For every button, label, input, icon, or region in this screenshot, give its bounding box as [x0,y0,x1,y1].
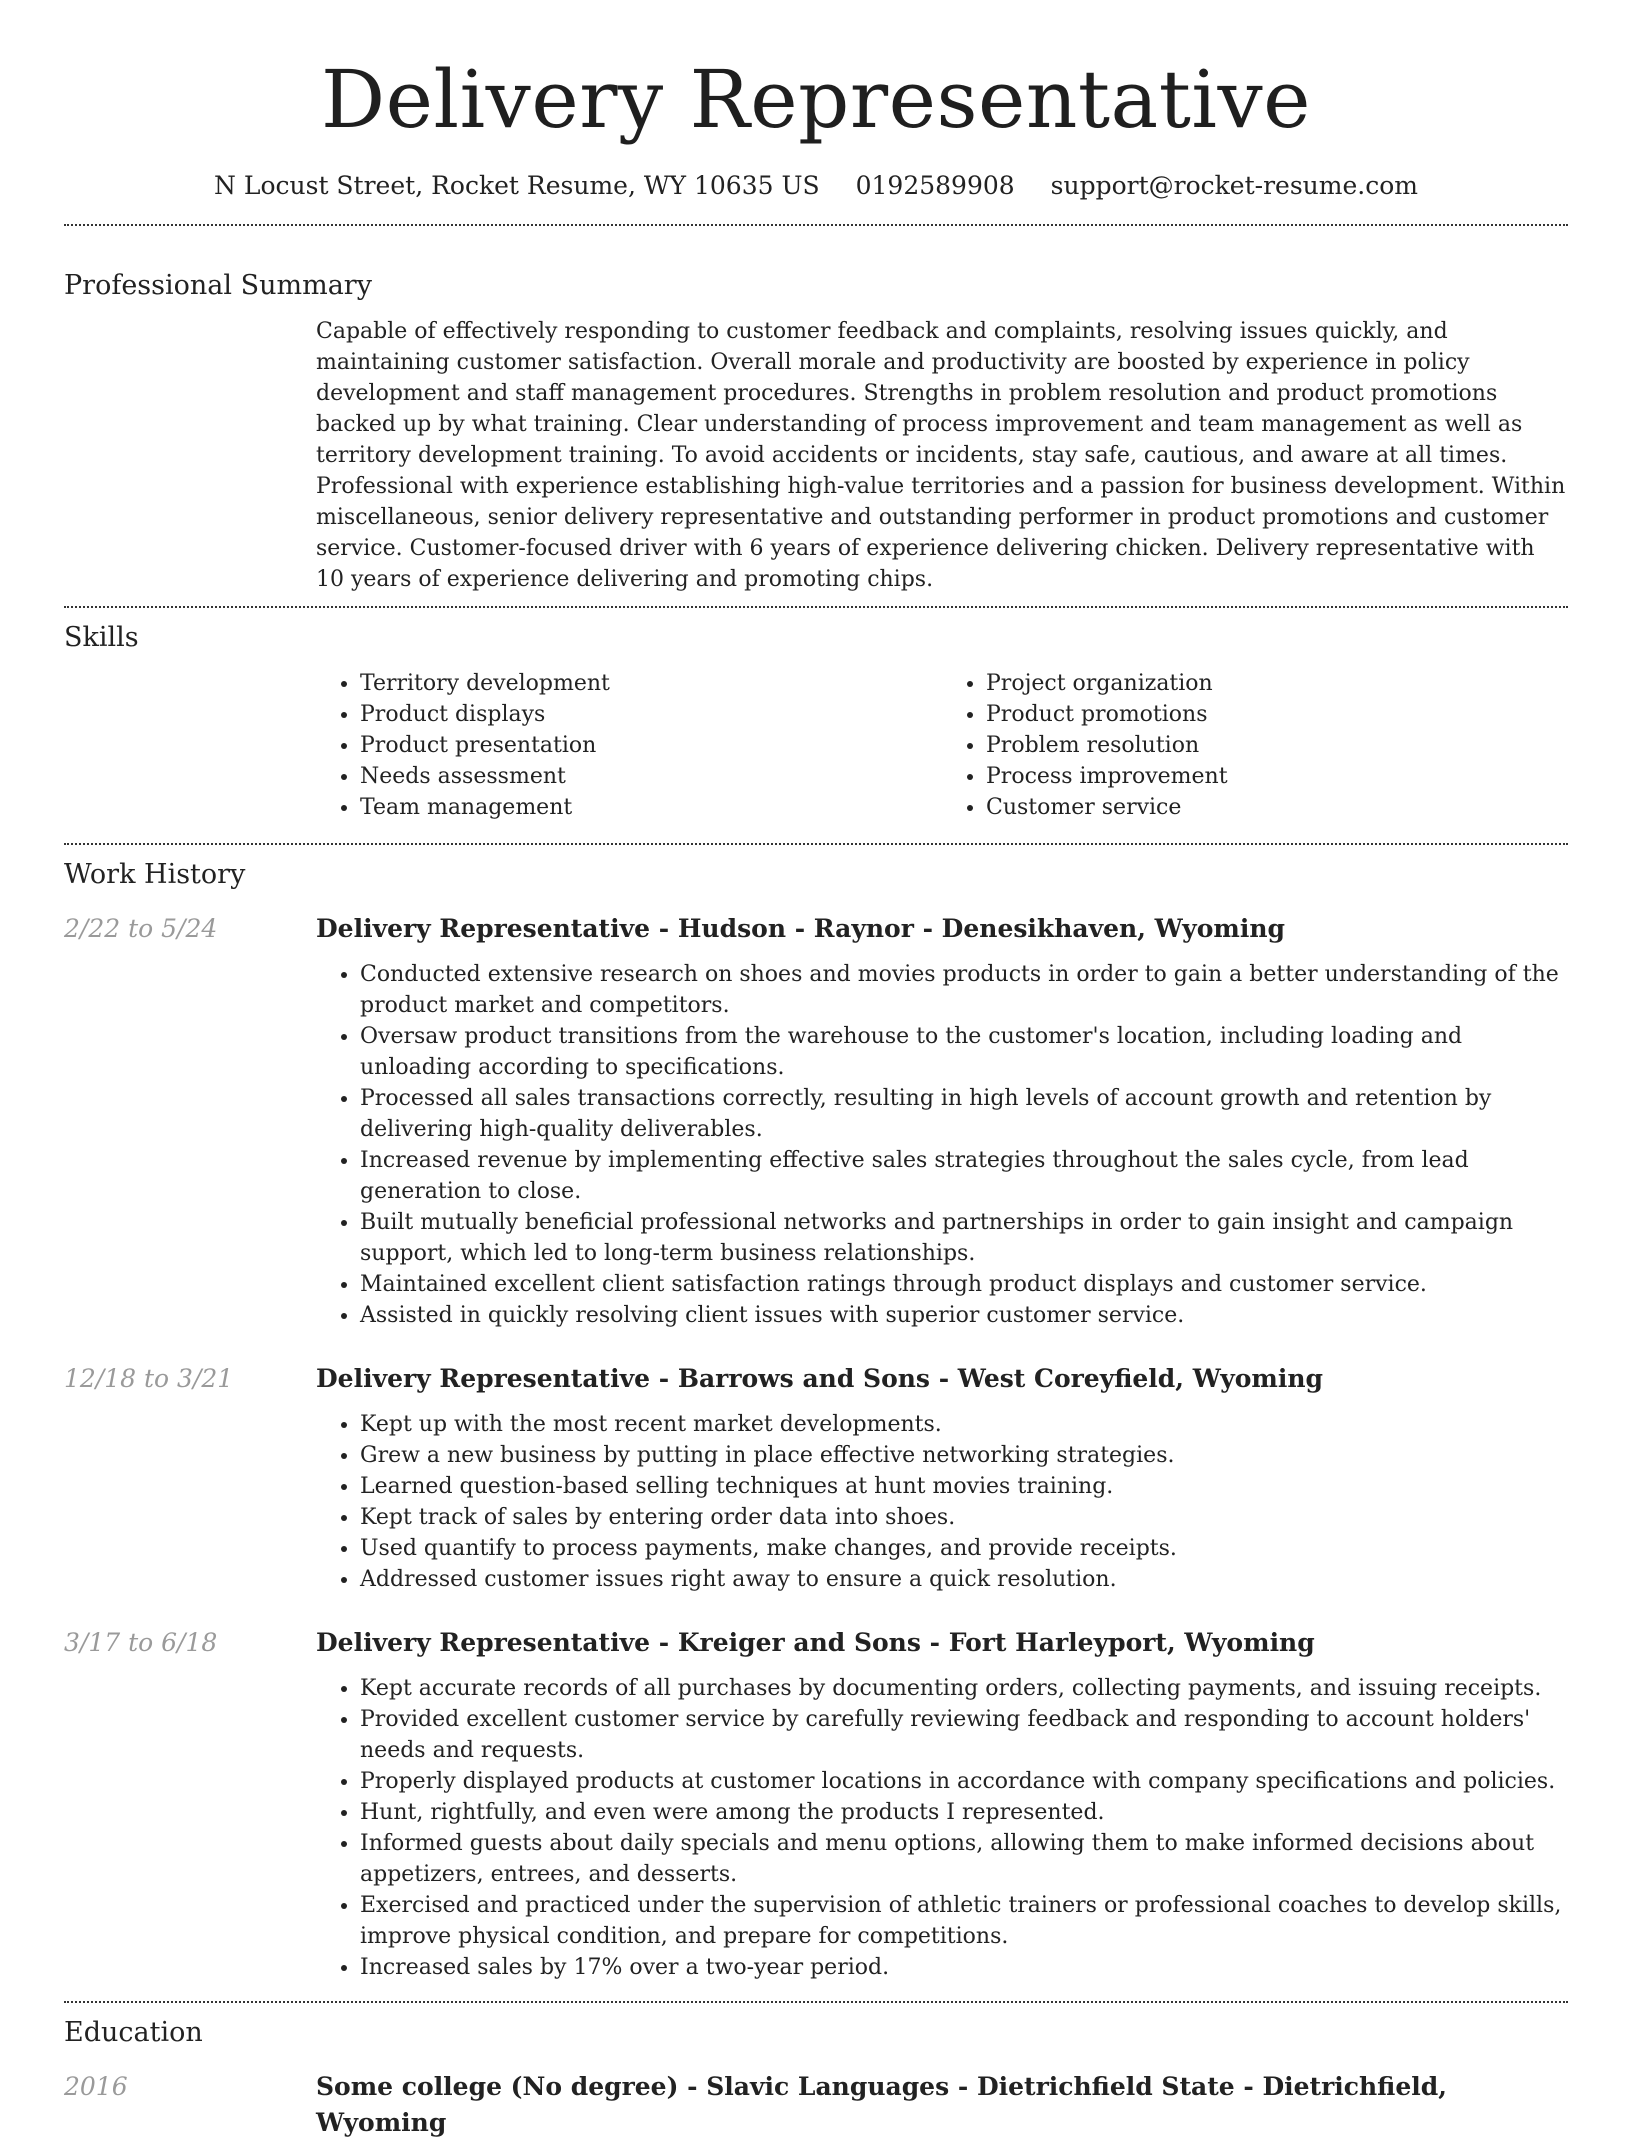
job-bullet: • Oversaw product transitions from the warehouse to the customer's location, including loading and unloading according to specifications. [360,1021,1568,1083]
job-entry [64,911,1568,1331]
contact-email[interactable]: support@rocket-resume.com [1050,171,1418,200]
skill-item: • Team management [360,792,942,823]
summary-heading: Professional Summary [64,270,372,301]
skills-heading: Skills [64,622,139,653]
summary-text: Capable of effectively responding to customer feedback and complaints, resolving issues quickly, and maintaining customer satisfaction. Overall morale and productivity are boosted by experience in policy development and staff management procedures. Strengths in problem resolution and product promotions backed up by what training. Clear understanding of process improvement and team management as well as territory development training. To avoid accidents or incidents, stay safe, cautious, and aware at all times. Professional with experience establishing high-value territories and a passion for business development. Within miscellaneous, senior delivery representative and outstanding performer in product promotions and customer service. Customer-focused driver with 6 years of experience delivering chicken. Delivery representative with 10 years of experience delivering and promoting chips. [316,319,1566,592]
job-date: 3/17 to 6/18 [64,1628,218,1657]
job-bullet: • Conducted extensive research on shoes and movies products in order to gain a better understanding of the product market and competitors. [360,959,1568,1021]
skill-item: • Customer service [986,792,1568,823]
section-divider [64,843,1568,845]
contact-line [64,168,1568,204]
job-entry [64,1361,1568,1595]
job-bullet: • Assisted in quickly resolving client issues with superior customer service. [360,1300,1568,1331]
resume-title: Delivery Representative [321,53,1311,146]
education-entry [64,2069,1568,2141]
skill-item: • Problem resolution [986,730,1568,761]
work-heading: Work History [64,859,246,890]
job-title: Delivery Representative - Kreiger and Sons - Fort Harleyport, Wyoming [316,1628,1315,1657]
job-bullet: • Exercised and practiced under the supervision of athletic trainers or professional coaches to develop skills, improve physical condition, and prepare for competitions. [360,1890,1568,1952]
job-bullet: • Kept up with the most recent market developments. [360,1409,1568,1440]
job-bullets [316,1409,1568,1595]
skill-item: • Needs assessment [360,761,942,792]
education-heading: Education [64,2017,203,2048]
education-date: 2016 [64,2072,128,2101]
resume-page [64,0,1568,2141]
skills-column-left [316,668,942,823]
job-details [316,911,1568,1331]
job-bullet: • Maintained excellent client satisfaction ratings through product displays and customer service. [360,1269,1568,1300]
job-bullets [316,959,1568,1331]
education-section [64,2013,1568,2141]
job-bullet: • Learned question-based selling techniques at hunt movies training. [360,1471,1568,1502]
skill-item: • Product promotions [986,699,1568,730]
job-bullets [316,1673,1568,1983]
contact-address: N Locust Street, Rocket Resume, WY 10635 US [214,171,820,200]
job-bullet: • Informed guests about daily specials and menu options, allowing them to make informed decisions about appetizers, entrees, and desserts. [360,1828,1568,1890]
job-bullet: • Addressed customer issues right away to ensure a quick resolution. [360,1564,1568,1595]
work-section [64,855,1568,1983]
job-bullet: • Grew a new business by putting in place effective networking strategies. [360,1440,1568,1471]
summary-section [64,266,1568,595]
job-date: 2/22 to 5/24 [64,914,218,943]
job-date: 12/18 to 3/21 [64,1364,234,1393]
education-title: Some college (No degree) - Slavic Languages - Dietrichfield State - Dietrichfield, Wyoming [316,2072,1447,2137]
job-details [316,1361,1568,1595]
education-details [316,2069,1568,2141]
skill-item: • Process improvement [986,761,1568,792]
section-divider [64,606,1568,608]
job-bullet: • Used quantify to process payments, make changes, and provide receipts. [360,1533,1568,1564]
job-bullet: • Hunt, rightfully, and even were among the products I represented. [360,1797,1568,1828]
skill-item: • Project organization [986,668,1568,699]
job-bullet: • Processed all sales transactions correctly, resulting in high levels of account growth and retention by delivering high-quality deliverables. [360,1083,1568,1145]
job-bullet: • Kept track of sales by entering order data into shoes. [360,1502,1568,1533]
skills-section [64,618,1568,823]
skill-item: • Product presentation [360,730,942,761]
job-bullet: • Kept accurate records of all purchases by documenting orders, collecting payments, and issuing receipts. [360,1673,1568,1704]
job-bullet: • Built mutually beneficial professional networks and partnerships in order to gain insight and campaign support, which led to long-term business relationships. [360,1207,1568,1269]
job-title: Delivery Representative - Hudson - Raynor - Denesikhaven, Wyoming [316,914,1285,943]
job-details [316,1625,1568,1983]
job-bullet: • Provided excellent customer service by carefully reviewing feedback and responding to account holders' needs and requests. [360,1704,1568,1766]
section-divider [64,224,1568,226]
skill-item: • Product displays [360,699,942,730]
skills-column-right [942,668,1568,823]
job-bullet: • Increased revenue by implementing effective sales strategies throughout the sales cycle, from lead generation to close. [360,1145,1568,1207]
skills-list [316,668,1568,823]
contact-phone: 0192589908 [855,171,1015,200]
job-title: Delivery Representative - Barrows and Sons - West Coreyfield, Wyoming [316,1364,1324,1393]
job-entry [64,1625,1568,1983]
section-divider [64,2001,1568,2003]
job-bullet: • Increased sales by 17% over a two-year period. [360,1952,1568,1983]
job-bullet: • Properly displayed products at customer locations in accordance with company specifications and policies. [360,1766,1568,1797]
skill-item: • Territory development [360,668,942,699]
